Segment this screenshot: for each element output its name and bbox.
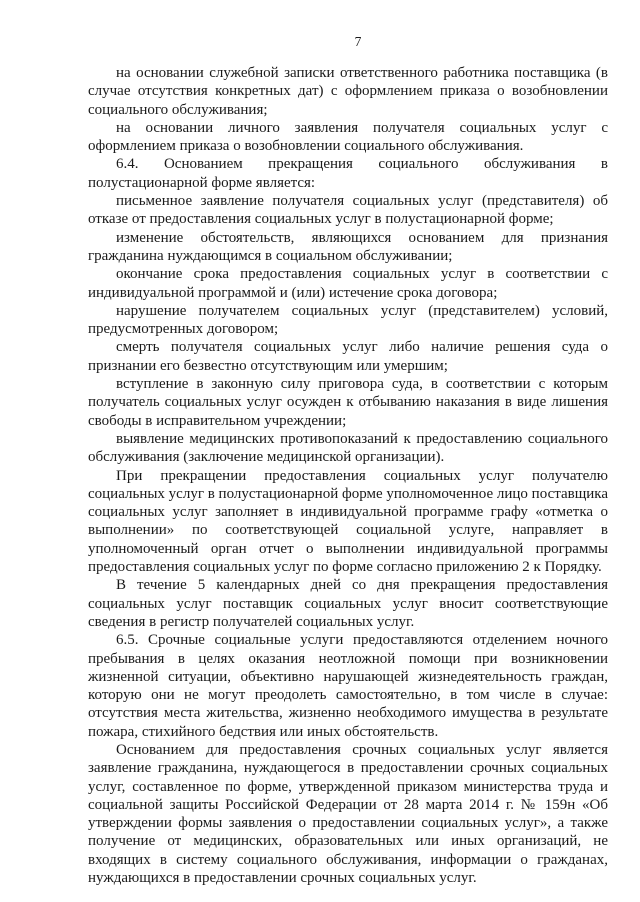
paragraph: нарушение получателем социальных услуг (представителем) условий, предусмотренных договором; (88, 302, 608, 338)
paragraph: вступление в законную силу приговора суда, в соответствии с которым получатель социальных услуг осужден к отбыванию наказания в виде лишения свободы в исправительном учреждении; (88, 376, 608, 429)
paragraph: на основании служебной записки ответственного работника поставщика (в случае отсутствия конкретных дат) с оформлением приказа о возобновлении социального обслуживания; (88, 65, 608, 118)
paragraph: выявление медицинских противопоказаний к предоставлению социального обслуживания (заключение медицинской организации). (88, 430, 608, 466)
paragraph: 6.4. Основанием прекращения социального обслуживания в полустационарной форме является: (88, 156, 608, 191)
paragraph: на основании личного заявления получателя социальных услуг с оформлением приказа о возобновлении социального обслуживания. (88, 119, 608, 155)
paragraph: окончание срока предоставления социальных услуг в соответствии с индивидуальной программой и (или) истечение срока договора; (88, 266, 608, 301)
paragraph: письменное заявление получателя социальных услуг (представителя) об отказе от предоставления социальных услуг в полустационарной форме; (88, 193, 608, 228)
paragraph: В течение 5 календарных дней со дня прекращения предоставления социальных услуг поставщик социальных услуг вносит соответствующие сведения в регистр получателей социальных услуг. (88, 577, 608, 630)
paragraph: смерть получателя социальных услуг либо наличие решения суда о признании его безвестно отсутствующим или умершим; (88, 339, 608, 374)
paragraph: 6.5. Срочные социальные услуги предоставляются отделением ночного пребывания в целях оказания неотложной помощи при возникновении жизненной ситуации, объективно нарушающей жизнедеятельность граждан, которую они не могут преодолеть самостоятельно, в том числе в случае: отсутствия места жительства, жизненно необходимого имущества в результате пожара, стихийного бедствия или иных обстоятельств. (88, 632, 608, 740)
document-body (88, 64, 608, 887)
page-number: 7 (354, 34, 362, 49)
paragraph: При прекращении предоставления социальных услуг получателю социальных услуг в полустационарной форме уполномоченное лицо поставщика социальных услуг заполняет в индивидуальной программе графу «отметка о выполнении» по соответствующей социальной услуге, направляет в уполномоченный орган отчет о выполнении индивидуальной программы предоставления социальных услуг по форме согласно приложению 2 к Порядку. (88, 467, 608, 576)
paragraph: Основанием для предоставления срочных социальных услуг является заявление гражданина, нуждающегося в предоставлении срочных социальных услуг, составленное по форме, утвержденной приказом министерства труда и социальной защиты Российской Федерации от 28 марта 2014 г. № 159н «Об утверждении формы заявления о предоставлении социальных услуг», а также получение от медицинских, образовательных или иных организаций, не входящих в систему социального обслуживания, информации о гражданах, нуждающихся в предоставлении срочных социальных услуг. (88, 741, 608, 887)
paragraph: изменение обстоятельств, являющихся основанием для признания гражданина нуждающимся в социальном обслуживании; (88, 229, 608, 264)
